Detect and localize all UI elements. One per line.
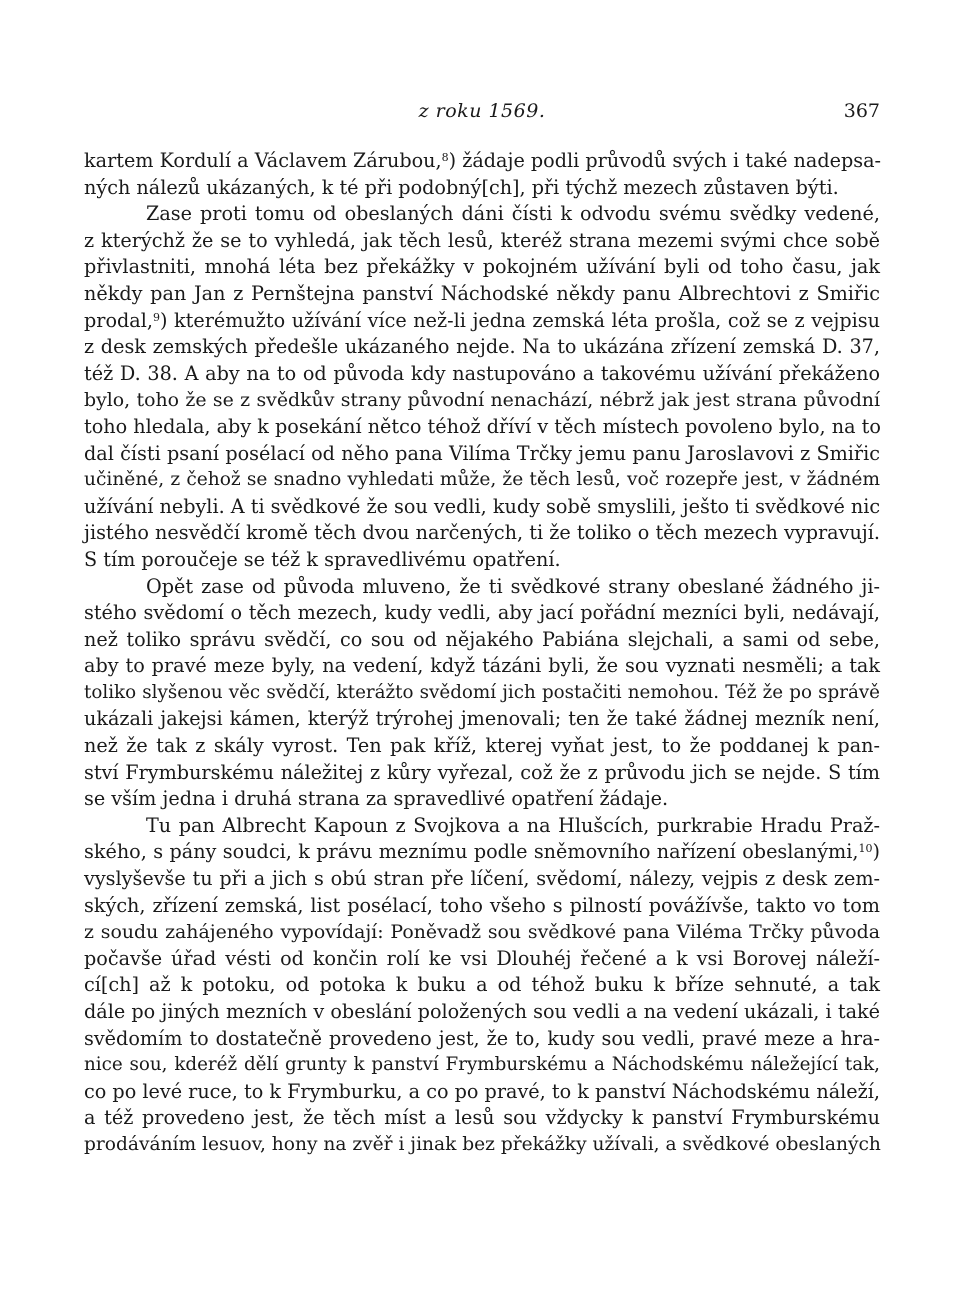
text-line bbox=[84, 414, 880, 441]
text-line bbox=[84, 600, 880, 627]
text-line bbox=[84, 839, 880, 866]
text-line bbox=[84, 999, 880, 1026]
text-line bbox=[84, 1105, 880, 1132]
text-segment: ) žádaje podli průvodů svých i také nadepsa- bbox=[448, 149, 882, 172]
text-segment: jistého nesvědčí kromě těch dvou narčených, ti že toliko o těch mezech vypravují. bbox=[84, 521, 880, 545]
body-text bbox=[84, 148, 880, 1159]
text-line bbox=[84, 228, 880, 255]
text-line bbox=[84, 786, 880, 813]
text-segment: ) bbox=[872, 840, 880, 864]
text-segment: dal čísti psaní posélací od něho pana Vilíma Trčky jemu panu Jaroslavovi z Smiřic bbox=[84, 441, 880, 465]
text-segment: přivlastniti, mnohá léta bez překážky v pokojném užívání byli od toho času, jak bbox=[84, 255, 880, 279]
text-line bbox=[84, 494, 880, 521]
text-segment: S tím poroučeje se též k spravedlivému opatření. bbox=[84, 547, 561, 571]
text-segment: z kterýchž že se to vyhledá, jak těch lesů, kteréž strana mezemi svými chce sobě bbox=[84, 228, 880, 252]
text-segment: co po levé ruce, to k Frymburku, a co po pravé, to k panství Náchodskému náleží, bbox=[84, 1079, 880, 1103]
text-segment: Tu pan Albrecht Kapoun z Svojkova a na Hlušcích, purkrabie Hradu Praž- bbox=[146, 813, 880, 837]
text-line bbox=[84, 893, 880, 920]
text-segment: prodáváním lesuov, hony na zvěř i jinak bez překážky užívali, a svědkové obeslaných bbox=[84, 1133, 881, 1155]
text-segment: dále po jiných mezních v obeslání položených sou vedli a na vedení ukázali, i také bbox=[84, 1000, 880, 1023]
text-segment: stého svědomí o těch mezech, kudy vedli, aby jací pořádní mezníci byli, nedávají, bbox=[84, 601, 880, 625]
text-segment: bylo, toho že se z svědkův strany původní nenachází, nébrž jak jest strana původní bbox=[84, 389, 880, 412]
text-line bbox=[84, 653, 880, 680]
text-segment: Zase proti tomu od obeslaných dáni čísti k odvodu svému svědky vedené, bbox=[146, 202, 880, 226]
text-segment: ství Frymburskému náležitej z kůry vyřezal, což že z průvodu jich se nejde. S tím bbox=[84, 760, 880, 784]
text-segment: nice sou, kderéž dělí grunty k panství Frymburskému a Náchodskému náležející tak, bbox=[84, 1054, 880, 1076]
text-segment: aby to pravé meze byly, na vedení, když tázáni byli, že sou vyznati nesměli; a tak bbox=[84, 654, 880, 678]
text-line bbox=[84, 520, 880, 547]
text-segment: učiněné, z čehož se snadno vyhledati může, že těch lesů, voč rozepře jest, v žádném bbox=[84, 469, 880, 491]
text-line bbox=[84, 308, 880, 335]
text-segment: prodal, bbox=[84, 308, 153, 332]
text-segment: svědomím to dostatečně provedeno jest, že to, kudy sou vedli, pravé meze a hra- bbox=[84, 1026, 880, 1050]
text-line bbox=[84, 254, 880, 281]
text-segment: ských, zřízení zemská, list posélací, toho všeho s pilností povážívše, takto vo tom bbox=[84, 893, 880, 917]
text-segment: též D. 38. A aby na to od původa kdy nastupováno a takovému užívání překáženo bbox=[84, 361, 880, 385]
text-line bbox=[84, 813, 880, 840]
text-segment: užívání nebyli. A ti svědkové že sou vedli, kudy sobě smyslili, ješto ti svědkové nic bbox=[84, 494, 881, 518]
text-line bbox=[84, 760, 880, 787]
text-line bbox=[84, 1079, 880, 1106]
text-line bbox=[84, 361, 880, 388]
text-line bbox=[84, 334, 880, 361]
page-header bbox=[84, 100, 880, 126]
text-segment: kartem Kordulí a Václavem Zárubou, bbox=[84, 149, 442, 172]
text-segment: vyslyševše tu při a jich s obú stran pře líčení, svědomí, nálezy, vejpis z desk zem- bbox=[84, 867, 880, 891]
text-segment: a též provedeno jest, že těch míst a lesů sou vždycky k panství Frymburskému bbox=[84, 1106, 880, 1130]
running-title: z roku 1569. bbox=[418, 100, 546, 122]
text-line bbox=[84, 972, 880, 999]
text-line bbox=[84, 1026, 880, 1053]
text-line bbox=[84, 866, 880, 893]
text-segment: počavše úřad vésti od končin rolí ke vsi Dlouhéj řečené a k vsi Borovej náleží- bbox=[84, 946, 880, 970]
text-line bbox=[84, 281, 880, 308]
text-segment: ných nálezů ukázaných, k té při podobný[ch], při týchž mezech zůstaven býti. bbox=[84, 175, 839, 199]
page-number: 367 bbox=[843, 100, 880, 122]
text-line bbox=[84, 467, 880, 494]
text-line bbox=[84, 706, 880, 733]
text-line bbox=[84, 574, 880, 601]
text-segment: Opět zase od původa mluveno, že ti svědkové strany obeslané žádného ji- bbox=[146, 574, 880, 598]
text-line bbox=[84, 627, 880, 654]
text-line bbox=[84, 148, 880, 175]
text-line bbox=[84, 1132, 880, 1159]
text-segment: ukázali jakejsi kámen, kterýž trýrohej jmenovali; ten že také žádnej mezník není, bbox=[84, 707, 880, 731]
text-line bbox=[84, 919, 880, 946]
text-line bbox=[84, 680, 880, 707]
text-line bbox=[84, 175, 880, 202]
text-segment: než toliko správu svědčí, co sou od nějakého Pabiána slejchali, a sami od sebe, bbox=[84, 627, 880, 651]
text-segment: někdy pan Jan z Pernštejna panství Náchodské někdy panu Albrechtovi z Smiřic bbox=[84, 281, 880, 305]
text-line bbox=[84, 441, 880, 468]
text-segment: cí[ch] až k potoku, od potoka k buku a od téhož buku k bříze sehnuté, a tak bbox=[84, 973, 880, 997]
text-line bbox=[84, 201, 880, 228]
footnote-ref: 10 bbox=[858, 842, 873, 856]
text-line bbox=[84, 946, 880, 973]
text-segment: toliko slyšenou věc svědčí, kterážto svědomí jich postačiti nemohou. Též že po správě bbox=[84, 681, 880, 703]
text-segment: toho hledala, aby k posekání nětco téhož dříví v těch místech povoleno bylo, na to bbox=[84, 414, 881, 438]
text-segment: než že tak z skály vyrost. Ten pak kříž, kterej vyňat jest, to že poddanej k pan- bbox=[84, 734, 880, 758]
text-segment: se vším jedna i druhá strana za spravedlivé opatření žádaje. bbox=[84, 787, 669, 811]
footnote-ref: 9 bbox=[152, 310, 160, 324]
text-line bbox=[84, 547, 880, 574]
footnote-ref: 8 bbox=[441, 151, 449, 164]
text-line bbox=[84, 733, 880, 760]
text-segment: z desk zemských předešle ukázaného nejde. Na to ukázána zřízení zemská D. 37, bbox=[84, 335, 880, 359]
text-segment: z soudu zahájeného vypovídají: Poněvadž sou svědkové pana Viléma Trčky původa bbox=[84, 921, 880, 944]
text-segment: ského, s pány soudci, k právu meznímu podle sněmovního nařízení obeslanými, bbox=[84, 840, 859, 864]
text-segment: ) kterémužto užívání více než-li jedna zemská léta prošla, což se z vejpisu bbox=[159, 308, 880, 332]
text-line bbox=[84, 387, 880, 414]
text-line bbox=[84, 1052, 880, 1079]
